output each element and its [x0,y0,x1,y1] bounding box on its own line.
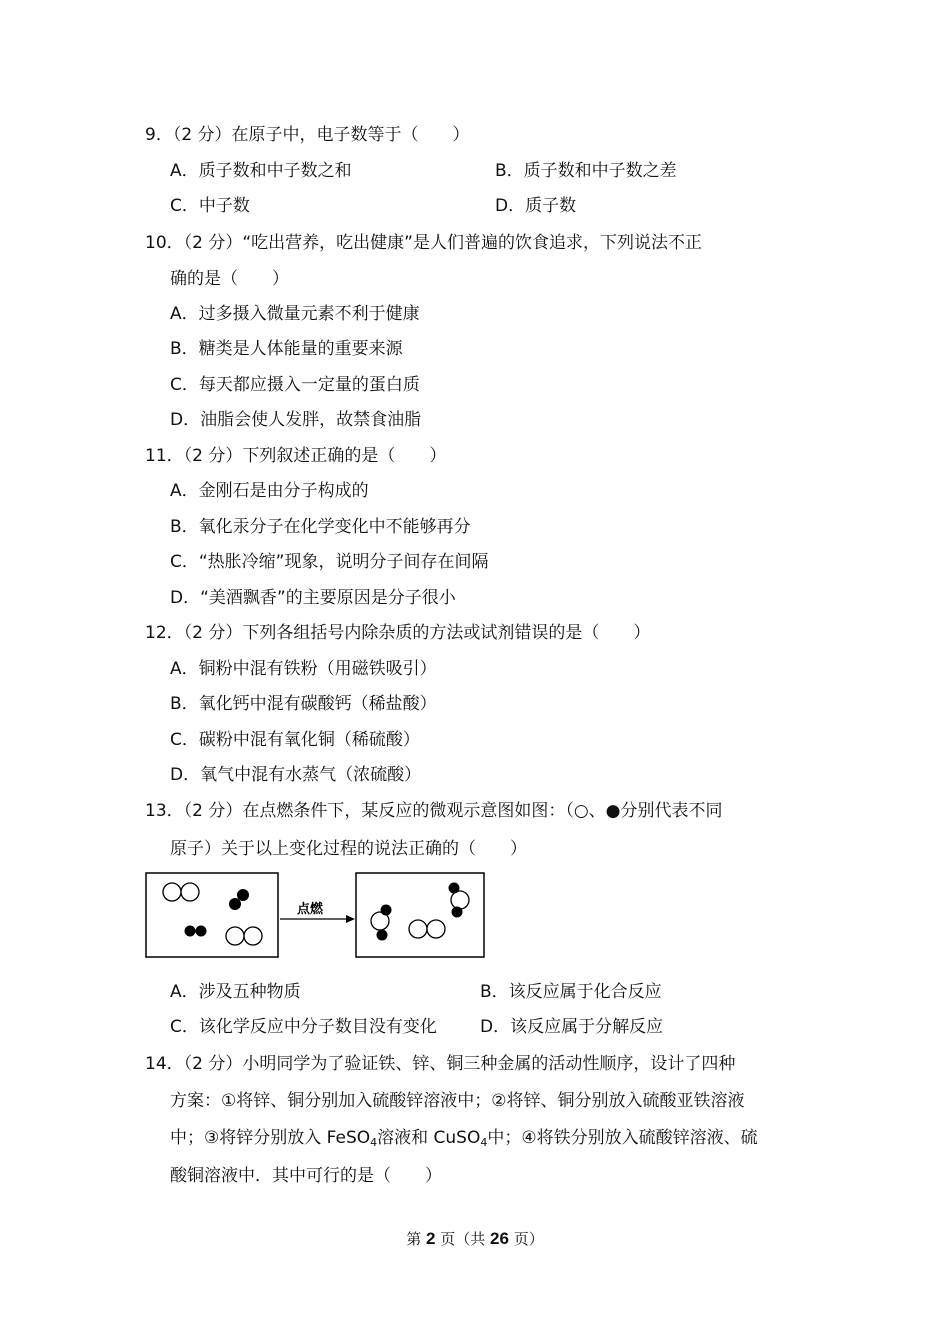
page-footer [0,1228,950,1249]
q11-stem: 11．（2 分）下列叙述正确的是（ ） [145,446,447,466]
q13-option-a: A．涉及五种物质 [170,982,301,1002]
q10-stem-line1: 10．（2 分）“吃出营养，吃出健康”是人们普遍的饮食追求，下列说法不正 [145,233,702,253]
q14-text-part: 溶液和 CuSO [377,1128,481,1148]
white-atom [244,927,262,945]
q10-option-d: D．油脂会使人发胖，故禁食油脂 [170,410,422,430]
q13-stem-line2: 原子）关于以上变化过程的说法正确的（ ） [170,839,527,859]
white-atom [451,891,469,909]
q14-text-part: 中；④将铁分别放入硫酸锌溶液、硫 [487,1128,758,1148]
white-atom [226,927,244,945]
q14-stem-line3 [170,1127,758,1154]
white-atom [163,883,181,901]
footer-text: 页） [508,1230,544,1248]
subscript: 4 [370,1136,378,1149]
white-atom [181,883,199,901]
q9-stem: 9．（2 分）在原子中，电子数等于（ ） [145,125,470,145]
q13-option-c: C．该化学反应中分子数目没有变化 [170,1017,437,1037]
q13-option-d: D．该反应属于分解反应 [480,1017,664,1037]
footer-text: 页（共 [435,1230,491,1248]
q9-option-b: B．质子数和中子数之差 [495,161,677,181]
black-atom [196,926,207,937]
reaction-arrow-head [346,915,355,923]
q9-option-c: C．中子数 [170,196,250,216]
q11-option-d: D．“美酒飘香”的主要原因是分子很小 [170,588,456,608]
q12-option-b: B．氧化钙中混有碳酸钙（稀盐酸） [170,694,437,714]
q12-option-d: D．氧气中混有水蒸气（浓硫酸） [170,765,422,785]
footer-text: 第 [406,1230,427,1248]
q11-option-a: A．金刚石是由分子构成的 [170,481,369,501]
q12-stem: 12．（2 分）下列各组括号内除杂质的方法或试剂错误的是（ ） [145,623,651,643]
black-atom [377,930,388,941]
q14-stem-line2: 方案：①将锌、铜分别加入硫酸锌溶液中；②将锌、铜分别放入硫酸亚铁溶液 [170,1091,745,1111]
q14-stem-line1: 14．（2 分）小明同学为了验证铁、锌、铜三种金属的活动性顺序，设计了四种 [145,1054,736,1074]
q10-option-b: B．糖类是人体能量的重要来源 [170,339,403,359]
subscript: 4 [480,1136,488,1149]
black-atom [449,883,460,894]
reaction-diagram [145,872,487,960]
q14-text-part: 中；③将锌分别放入 FeSO [170,1128,371,1148]
black-atom [381,905,392,916]
white-atom [409,920,427,938]
q10-stem-line2: 确的是（ ） [170,269,289,289]
black-atom [185,926,196,937]
q9-option-d: D．质子数 [495,196,577,216]
q12-option-a: A．铜粉中混有铁粉（用磁铁吸引） [170,659,437,679]
q9-option-a: A．质子数和中子数之和 [170,161,352,181]
white-atom [427,920,445,938]
arrow-label: 点燃 [297,902,324,917]
q13-option-b: B．该反应属于化合反应 [480,982,662,1002]
page-number: 2 [426,1229,436,1248]
q10-option-c: C．每天都应摄入一定量的蛋白质 [170,375,420,395]
q11-option-b: B．氧化汞分子在化学变化中不能够再分 [170,517,471,537]
total-pages: 26 [490,1229,509,1248]
q12-option-c: C．碳粉中混有氧化铜（稀硫酸） [170,730,420,750]
q11-option-c: C．“热胀冷缩”现象，说明分子间存在间隔 [170,552,489,572]
q10-option-a: A．过多摄入微量元素不利于健康 [170,304,420,324]
q14-stem-line4: 酸铜溶液中．其中可行的是（ ） [170,1166,442,1186]
black-atom [452,907,463,918]
black-atom [237,889,249,901]
black-atom [229,898,241,910]
q13-stem-line1: 13．（2 分）在点燃条件下，某反应的微观示意图如图：（○、●分别代表不同 [145,801,723,821]
